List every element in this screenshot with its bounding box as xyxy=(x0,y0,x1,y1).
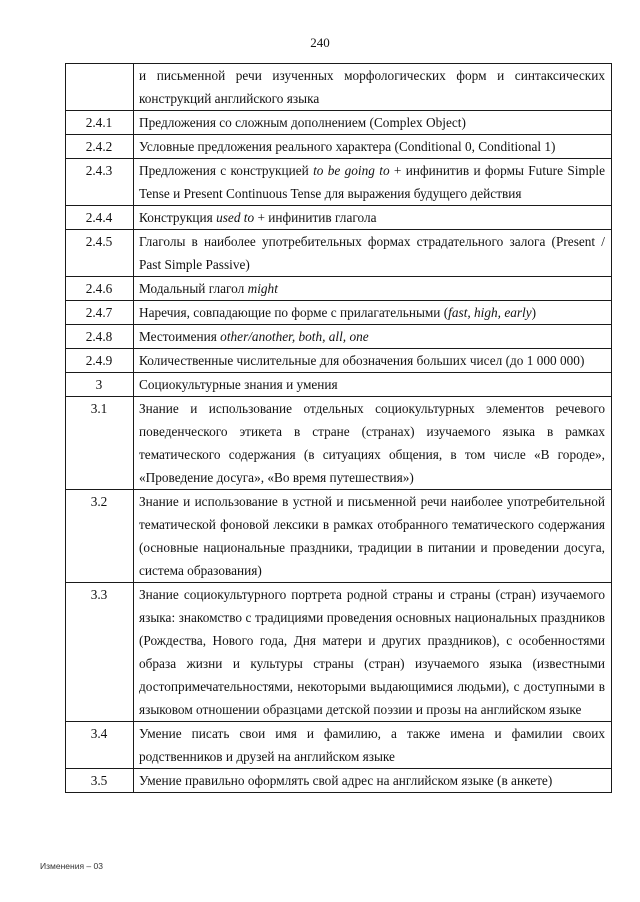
row-number: 2.4.1 xyxy=(66,111,134,135)
table-row xyxy=(66,64,612,111)
row-text xyxy=(134,490,612,583)
row-number: 2.4.3 xyxy=(66,159,134,206)
row-text xyxy=(134,397,612,490)
table-row xyxy=(66,349,612,373)
row-text xyxy=(134,583,612,722)
text-fragment: Знание социокультурного портрета родной страны и страны (стран) изучаемого языка: знакомство с традициями проведения основных национальных праздников (Рождества, Нового года, Дня матери и других праздников), с особенностями образа жизни и культуры страны (стран) изучаемого языка (известными достопримечательностями, некоторыми выдающимися людьми), с доступными в языковом отношении образцами детской поэзии и прозы на английском языке xyxy=(139,587,605,717)
text-fragment: и письменной речи изученных морфологических форм и синтаксических конструкций английского языка xyxy=(139,68,605,106)
text-fragment: Наречия, совпадающие по форме с прилагательными ( xyxy=(139,305,449,320)
row-text xyxy=(134,722,612,769)
italic-term: might xyxy=(247,281,278,296)
row-number: 2.4.5 xyxy=(66,230,134,277)
table-row xyxy=(66,769,612,793)
row-number: 3.3 xyxy=(66,583,134,722)
text-fragment: Местоимения xyxy=(139,329,221,344)
table-row xyxy=(66,111,612,135)
row-number: 3.5 xyxy=(66,769,134,793)
text-fragment: + инфинитив глагола xyxy=(254,210,377,225)
text-fragment: Предложения со сложным дополнением (Complex Object) xyxy=(139,115,466,130)
table-row xyxy=(66,722,612,769)
italic-term: fast, high, early xyxy=(448,305,532,320)
table-row xyxy=(66,135,612,159)
row-number: 3.2 xyxy=(66,490,134,583)
text-fragment: Предложения с конструкцией xyxy=(139,163,314,178)
page-number: 240 xyxy=(310,35,330,50)
text-fragment: Количественные числительные для обозначения больших чисел (до 1 000 000) xyxy=(139,353,585,368)
text-fragment: Умение правильно оформлять свой адрес на английском языке (в анкете) xyxy=(139,773,553,788)
row-text xyxy=(134,206,612,230)
row-text xyxy=(134,111,612,135)
table-row xyxy=(66,159,612,206)
row-text xyxy=(134,301,612,325)
italic-term: to be going to xyxy=(313,163,390,178)
table-row xyxy=(66,230,612,277)
row-text xyxy=(134,135,612,159)
row-text xyxy=(134,769,612,793)
row-number: 2.4.2 xyxy=(66,135,134,159)
italic-term: used to xyxy=(216,210,255,225)
text-fragment: Условные предложения реального характера (Conditional 0, Conditional 1) xyxy=(139,139,556,154)
footer-revision-note: Изменения – 03 xyxy=(40,861,103,871)
curriculum-table xyxy=(65,63,612,793)
row-number: 3 xyxy=(66,373,134,397)
row-text xyxy=(134,373,612,397)
table-row xyxy=(66,490,612,583)
table-row xyxy=(66,206,612,230)
row-text xyxy=(134,349,612,373)
table-row xyxy=(66,373,612,397)
text-fragment: ) xyxy=(531,305,537,320)
table-body xyxy=(66,64,612,793)
row-text xyxy=(134,64,612,111)
row-number: 2.4.7 xyxy=(66,301,134,325)
row-number: 2.4.6 xyxy=(66,277,134,301)
text-fragment: Конструкция xyxy=(139,210,217,225)
row-text xyxy=(134,277,612,301)
table-row xyxy=(66,397,612,490)
row-number xyxy=(66,64,134,111)
text-fragment: + инфинитив и формы Future Simple Tense и Present Continuous Tense для выражения будущего действия xyxy=(139,163,605,201)
text-fragment: Умение писать свои имя и фамилию, а также имена и фамилии своих родственников и друзей на английском языке xyxy=(139,726,605,764)
row-text xyxy=(134,325,612,349)
table-row xyxy=(66,583,612,722)
row-text xyxy=(134,230,612,277)
text-fragment: Знание и использование в устной и письменной речи наиболее употребительной тематической фоновой лексики в рамках отобранного тематического содержания (основные национальные праздники, традиции в питании и проведении досуга, система образования) xyxy=(139,494,605,578)
row-number: 3.4 xyxy=(66,722,134,769)
text-fragment: Социокультурные знания и умения xyxy=(139,377,338,392)
text-fragment: Глаголы в наиболее употребительных формах страдательного залога (Present / Past Simple Passive) xyxy=(139,234,605,272)
text-fragment: Модальный глагол xyxy=(139,281,248,296)
row-number: 2.4.8 xyxy=(66,325,134,349)
table-row xyxy=(66,325,612,349)
table-row xyxy=(66,301,612,325)
row-number: 2.4.9 xyxy=(66,349,134,373)
row-text xyxy=(134,159,612,206)
row-number: 3.1 xyxy=(66,397,134,490)
table-row xyxy=(66,277,612,301)
italic-term: other/another, both, all, one xyxy=(220,329,369,344)
row-number: 2.4.4 xyxy=(66,206,134,230)
text-fragment: Знание и использование отдельных социокультурных элементов речевого поведенческого этикета в стране (странах) изучаемого языка в рамках тематического содержания (в ситуациях общения, в том числе «В городе», «Проведение досуга», «Во время путешествия») xyxy=(139,401,605,485)
